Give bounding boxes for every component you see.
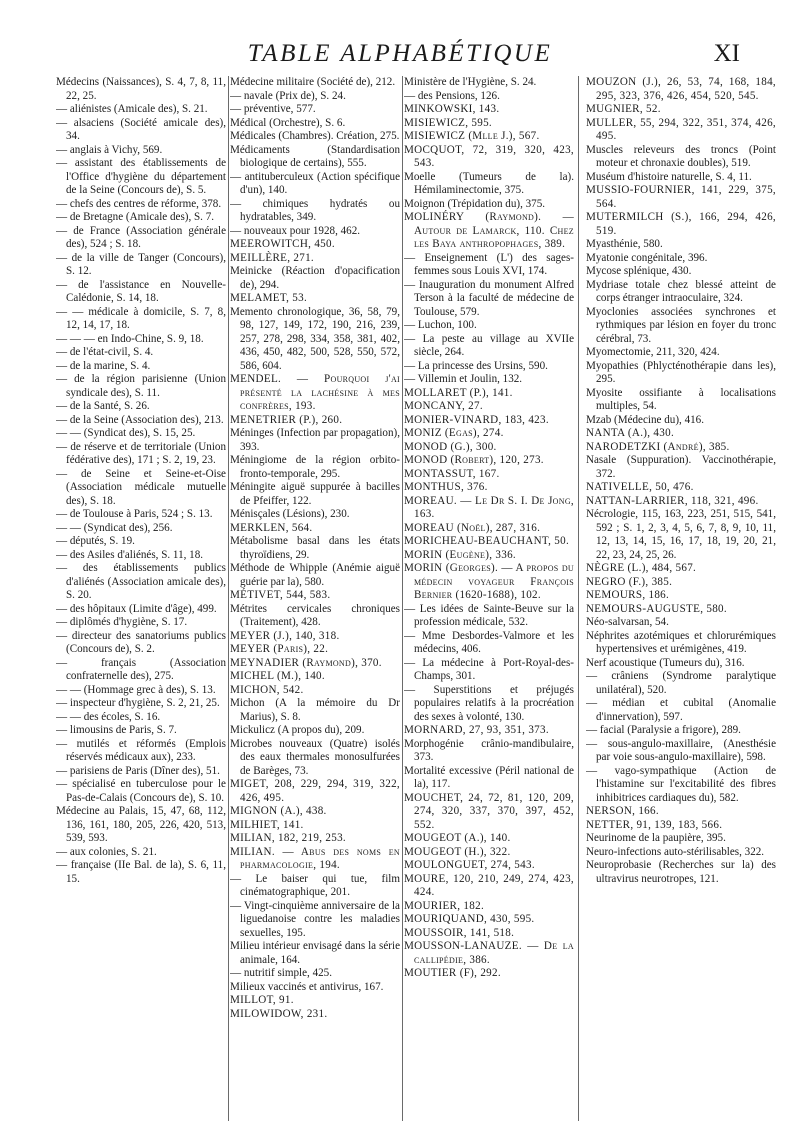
index-entry: Myopathies (Phlycténothérapie dans les), 295.: [586, 359, 776, 385]
index-entry: — Mme Desbordes-Valmore et les médecins, 406.: [404, 629, 574, 655]
index-entry: — de la ville de Tanger (Concours), S. 12.: [56, 251, 226, 277]
index-entry: Milieu intérieur envisagé dans la série animale, 164.: [230, 940, 400, 966]
index-entry: — La peste au village au XVIIe siècle, 264.: [404, 332, 574, 358]
index-entry: — vago-sympathique (Action de l'histamine sur l'excitabilité des fibres inhibitrices cardiaques du), 582.: [586, 764, 776, 804]
index-entry: MILLOT, 91.: [230, 994, 294, 1006]
index-entry: MILIAN. — Abus des noms en pharmacologie, 194.: [230, 845, 400, 871]
index-entry: Neuroprobasie (Recherches sur la) des ultravirus neurotropes, 121.: [586, 859, 776, 885]
index-entry: — inspecteur d'hygiène, S. 2, 21, 25.: [56, 697, 220, 709]
index-entry: — préventive, 577.: [230, 103, 316, 115]
index-entry: — Le baiser qui tue, film cinématographique, 201.: [230, 872, 400, 898]
index-entry: — de l'état-civil, S. 4.: [56, 346, 154, 358]
index-entry: — anglais à Vichy, 569.: [56, 143, 163, 156]
index-entry: MÉTIVET, 544, 583.: [230, 589, 331, 601]
index-entry: MORIN (Eugène), 336.: [404, 548, 516, 561]
index-entry: Myatonie congénitale, 396.: [586, 251, 708, 264]
index-entry: — des hôpitaux (Limite d'âge), 499.: [56, 602, 217, 615]
index-entry: — Villemin et Joulin, 132.: [404, 373, 523, 385]
index-entry: Mortalité excessive (Péril national de la), 117.: [404, 764, 574, 790]
index-entry: Myasthénie, 580.: [586, 238, 663, 250]
index-entry: — française (IIe Bal. de la), S. 6, 11, 15.: [56, 859, 226, 885]
index-entry: — français (Association confraternelle des), 275.: [56, 656, 226, 682]
index-entry: MEILLÈRE, 271.: [230, 251, 315, 264]
index-entry: Neuro-infections auto-stérilisables, 322.: [586, 845, 765, 858]
index-entry: Myomectomie, 211, 320, 424.: [586, 346, 720, 358]
index-entry: — de Seine et Seine-et-Oise (Association médicale mutuelle des), S. 18.: [56, 467, 226, 507]
index-entry: — de Toulouse à Paris, 524 ; S. 13.: [56, 508, 213, 520]
index-entry: — alsaciens (Société amicale des), 34.: [56, 116, 226, 142]
index-entry: — députés, S. 19.: [56, 535, 135, 547]
index-entry: NÈGRE (L.), 484, 567.: [586, 562, 697, 574]
index-entry: MOURIER, 182.: [404, 899, 485, 912]
index-entry: Meinicke (Réaction d'opacification de), 294.: [230, 265, 400, 291]
index-entry: — sous-angulo-maxillaire, (Anesthésie par voie sous-angulo-maxillaire), 598.: [586, 737, 776, 763]
index-entry: Muséum d'histoire naturelle, S. 4, 11.: [586, 170, 752, 183]
index-entry: — médian et cubital (Anomalie d'innervation), 597.: [586, 697, 776, 723]
index-entry: — — — en Indo-Chine, S. 9, 18.: [56, 332, 204, 345]
index-column-3: [404, 76, 574, 1132]
index-entry: — Vingt-cinquième anniversaire de la liguedanoise contre les maladies sexuelles, 195.: [230, 899, 400, 939]
index-entry: MOUSSOIR, 141, 518.: [404, 926, 515, 939]
index-entry: MONIZ (Egas), 274.: [404, 427, 504, 439]
index-entry: — de la marine, S. 4.: [56, 359, 151, 372]
index-entry: MOUCHET, 24, 72, 81, 120, 209, 274, 320, 337, 370, 397, 452, 552.: [404, 791, 574, 831]
index-entry: — parisiens de Paris (Dîner des), 51.: [56, 764, 220, 777]
index-entry: Microbes nouveaux (Quatre) isolés des eaux thermales monosulfurées de Barèges, 73.: [230, 737, 400, 777]
index-entry: NEGRO (F.), 385.: [586, 575, 673, 588]
index-entry: MOLLARET (P.), 141.: [404, 386, 513, 399]
index-entry: MOUGEOT (H.), 322.: [404, 845, 511, 858]
index-entry: Ménisçales (Lésions), 230.: [230, 508, 350, 520]
index-entry: Moelle (Tumeurs de la). Hémilaminectomie, 375.: [404, 170, 574, 196]
index-entry: MORNARD, 27, 93, 351, 373.: [404, 724, 549, 736]
index-entry: MOCQUOT, 72, 319, 320, 423, 543.: [404, 143, 574, 169]
index-entry: — chefs des centres de réforme, 378.: [56, 197, 222, 210]
index-entry: MEEROWITCH, 450.: [230, 238, 335, 250]
index-entry: Mydriase totale chez blessé atteint de corps étranger intraoculaire, 324.: [586, 278, 776, 304]
index-entry: NETTER, 91, 139, 183, 566.: [586, 818, 723, 831]
index-entry: Mzab (Médecine du), 416.: [586, 413, 704, 426]
index-entry: — de réserve et de territoriale (Union fédérative des), 171 ; S. 2, 19, 23.: [56, 440, 226, 466]
index-entry: Neurinome de la paupière, 395.: [586, 832, 726, 844]
index-entry: — — médicale à domicile, S. 7, 8, 12, 14, 17, 18.: [56, 305, 226, 331]
index-entry: — chimiques hydratés ou hydratables, 349.: [230, 197, 400, 223]
page-number: XI: [713, 40, 740, 67]
index-entry: — mutilés et réformés (Emplois réservés médicaux aux), 233.: [56, 737, 226, 763]
column-divider: [402, 76, 403, 1121]
index-entry: — navale (Prix de), S. 24.: [230, 89, 346, 102]
index-entry: — La princesse des Ursins, 590.: [404, 359, 548, 372]
index-entry: — antituberculeux (Action spécifique d'un), 140.: [230, 170, 400, 196]
page-header: [56, 40, 744, 74]
index-entry: MULLER, 55, 294, 322, 351, 374, 426, 495.: [586, 116, 776, 142]
index-entry: MOURE, 120, 210, 249, 274, 423, 424.: [404, 872, 574, 898]
index-entry: MOREAU (Noël), 287, 316.: [404, 521, 541, 534]
index-column-1: [56, 76, 226, 1132]
index-column-4: [586, 76, 776, 1132]
index-entry: MOREAU. — Le Dr S. I. De Jong, 163.: [404, 494, 574, 520]
index-entry: Muscles releveurs des troncs (Point moteur et chronaxie doubles), 519.: [586, 143, 776, 169]
index-entry: Memento chronologique, 36, 58, 79, 98, 127, 149, 172, 190, 216, 239, 257, 278, 298, 334, 358, 381, 402, 436, 450, 482, 500, 528, 550, 572, 586, 604.: [230, 305, 400, 372]
index-entry: Néo-salvarsan, 54.: [586, 616, 669, 628]
index-entry: MIGET, 208, 229, 294, 319, 322, 426, 495.: [230, 778, 400, 804]
index-entry: — Les idées de Sainte-Beuve sur la profession médicale, 532.: [404, 602, 574, 628]
index-entry: Myosite ossifiante à localisations multiples, 54.: [586, 386, 776, 412]
page-title: TABLE ALPHABÉTIQUE: [247, 40, 553, 67]
index-entry: MINKOWSKI, 143.: [404, 103, 500, 115]
index-entry: — des établissements publics d'aliénés (Association amicale des), S. 20.: [56, 562, 226, 601]
index-entry: NEMOURS, 186.: [586, 589, 670, 601]
index-entry: — de l'assistance en Nouvelle-Calédonie, S. 14, 18.: [56, 278, 226, 304]
index-entry: MONIER-VINARD, 183, 423.: [404, 413, 549, 426]
index-entry: NARODETZKI (André), 385.: [586, 440, 730, 453]
index-columns: [56, 76, 792, 1132]
index-entry: — directeur des sanatoriums publics (Concours de), S. 2.: [56, 629, 226, 655]
index-entry: — des Asiles d'aliénés, S. 11, 18.: [56, 548, 204, 561]
index-entry: Morphogénie crânio-mandibulaire, 373.: [404, 737, 574, 763]
index-entry: MEYER (J.), 140, 318.: [230, 629, 340, 642]
index-entry: Nasale (Suppuration). Vaccinothérapie, 372.: [586, 454, 776, 480]
index-entry: MOURIQUAND, 430, 595.: [404, 913, 535, 925]
index-entry: NATIVELLE, 50, 476.: [586, 481, 694, 493]
index-entry: MELAMET, 53.: [230, 292, 308, 304]
index-entry: Méningite aiguë suppurée à bacilles de Pfeiffer, 122.: [230, 481, 400, 507]
index-entry: — de la Santé, S. 26.: [56, 400, 150, 412]
index-entry: MEYNADIER (Raymond), 370.: [230, 656, 382, 669]
index-entry: MORIN (Georges). — A propos du médecin voyageur François Bernier (1620-1688), 102.: [404, 562, 574, 601]
index-entry: Médecine au Palais, 15, 47, 68, 112, 136, 161, 180, 205, 226, 420, 513, 539, 593.: [56, 805, 226, 844]
index-entry: — de la Seine (Association des), 213.: [56, 413, 224, 426]
index-entry: MOUGEOT (A.), 140.: [404, 832, 511, 844]
index-entry: Myoclonies associées synchrones et rythmiques par lésion en foyer du tronc cérébral, 73.: [586, 305, 776, 345]
index-entry: MUSSIO-FOURNIER, 141, 229, 375, 564.: [586, 184, 776, 210]
index-entry: MOUTIER (F), 292.: [404, 967, 501, 979]
index-entry: Médicales (Chambres). Création, 275.: [230, 130, 400, 142]
index-entry: MILIAN, 182, 219, 253.: [230, 832, 346, 844]
index-entry: Médical (Orchestre), S. 6.: [230, 116, 346, 129]
index-entry: Médecine militaire (Société de), 212.: [230, 76, 396, 88]
index-entry: — de la région parisienne (Union syndicale des), S. 11.: [56, 373, 226, 399]
index-column-2: [230, 76, 400, 1132]
index-entry: — diplômés d'hygiène, S. 17.: [56, 616, 188, 628]
index-entry: MIGNON (A.), 438.: [230, 805, 327, 817]
index-entry: — de France (Association générale des), 524 ; S. 18.: [56, 224, 226, 250]
index-entry: MICHON, 542.: [230, 683, 304, 696]
index-entry: Métrites cervicales chroniques (Traitement), 428.: [230, 602, 400, 628]
index-entry: MUGNIER, 52.: [586, 103, 661, 115]
index-entry: Métabolisme basal dans les états thyroïdiens, 29.: [230, 535, 400, 561]
index-entry: — spécialisé en tuberculose pour le Pas-de-Calais (Concours de), S. 10.: [56, 778, 226, 804]
index-entry: MICHEL (M.), 140.: [230, 670, 325, 682]
index-entry: Mycose splénique, 430.: [586, 265, 692, 277]
index-entry: NATTAN-LARRIER, 118, 321, 496.: [586, 494, 759, 507]
index-entry: — nouveaux pour 1928, 462.: [230, 224, 361, 237]
index-entry: — Enseignement (L') des sages-femmes sous Louis XVI, 174.: [404, 251, 574, 277]
index-entry: MONOD (Robert), 120, 273.: [404, 454, 544, 466]
index-entry: MOLINÉRY (Raymond). — Autour de Lamarck, 110. Chez les Baya anthropophages, 389.: [404, 211, 574, 250]
index-entry: — crâniens (Syndrome paralytique unilatéral), 520.: [586, 670, 776, 696]
index-entry: — de Bretagne (Amicale des), S. 7.: [56, 211, 215, 223]
index-entry: Mickulicz (A propos du), 209.: [230, 724, 365, 736]
index-entry: — Inauguration du monument Alfred Terson à la faculté de médecine de Toulouse, 579.: [404, 278, 574, 318]
index-entry: — aux colonies, S. 21.: [56, 845, 157, 858]
index-entry: — La médecine à Port-Royal-des-Champs, 301.: [404, 656, 574, 682]
index-entry: Méthode de Whipple (Anémie aiguë guérie par la), 580.: [230, 562, 400, 588]
index-entry: — — des écoles, S. 16.: [56, 710, 161, 723]
index-entry: MONTHUS, 376.: [404, 481, 488, 493]
index-entry: Michon (A la mémoire du Dr Marius), S. 8.: [230, 697, 400, 723]
index-entry: MEYER (Paris), 22.: [230, 643, 329, 655]
column-divider: [578, 76, 579, 1121]
index-entry: — Luchon, 100.: [404, 319, 477, 331]
index-entry: — aliénistes (Amicale des), S. 21.: [56, 103, 208, 115]
index-entry: MILHIET, 141.: [230, 818, 304, 831]
index-entry: NEMOURS-AUGUSTE, 580.: [586, 602, 727, 615]
index-entry: MUTERMILCH (S.), 166, 294, 426, 519.: [586, 211, 776, 237]
index-entry: MISIEWICZ (Mlle J.), 567.: [404, 130, 540, 142]
index-entry: Nécrologie, 115, 163, 223, 251, 515, 541, 592 ; S. 1, 2, 3, 4, 5, 6, 7, 8, 9, 10, 11, 12, 13, 14, 15, 16, 17, 18, 19, 20, 21, 22, 23, 24, 25, 26.: [586, 508, 776, 561]
index-entry: MONCANY, 27.: [404, 400, 483, 412]
index-entry: — Superstitions et préjugés populaires relatifs à la procréation des sexes à volonté, 130.: [404, 683, 574, 723]
index-entry: Ministère de l'Hygiène, S. 24.: [404, 76, 537, 88]
index-entry: MERKLEN, 564.: [230, 521, 313, 534]
index-entry: Médecins (Naissances), S. 4, 7, 8, 11, 22, 25.: [56, 76, 226, 102]
index-entry: — assistant des établissements de l'Office d'hygiène du département de la Seine (Concours de), S. 5.: [56, 157, 226, 196]
index-entry: Méningiome de la région orbito-fronto-temporale, 295.: [230, 454, 400, 480]
index-entry: NERSON, 166.: [586, 805, 659, 817]
index-entry: — nutritif simple, 425.: [230, 967, 332, 979]
index-entry: Néphrites azotémiques et chlorurémiques hypertensives et urémigènes, 419.: [586, 629, 776, 655]
index-entry: — — (Hommage grec à des), S. 13.: [56, 683, 216, 696]
index-entry: Moignon (Trépidation du), 375.: [404, 197, 546, 210]
index-entry: MILOWIDOW, 231.: [230, 1007, 328, 1020]
index-entry: Méninges (Infection par propagation), 393.: [230, 427, 400, 453]
index-entry: — — (Syndicat des), 256.: [56, 521, 173, 534]
index-entry: MENDEL. — Pourquoi j'ai présenté la lachésine à mes confrères, 193.: [230, 373, 400, 412]
index-entry: Médicaments (Standardisation biologique de certains), 555.: [230, 143, 400, 169]
index-entry: MENETRIER (P.), 260.: [230, 413, 343, 426]
index-entry: MORICHEAU-BEAUCHANT, 50.: [404, 535, 570, 547]
index-entry: — des Pensions, 126.: [404, 89, 500, 102]
index-entry: — facial (Paralysie a frigore), 289.: [586, 724, 741, 736]
index-entry: MOULONGUET, 274, 543.: [404, 859, 535, 871]
index-entry: Milieux vaccinés et antivirus, 167.: [230, 980, 384, 993]
index-entry: MONTASSUT, 167.: [404, 467, 500, 480]
index-entry: MISIEWICZ, 595.: [404, 116, 493, 129]
index-entry: NANTA (A.), 430.: [586, 427, 675, 439]
index-entry: MONOD (G.), 300.: [404, 440, 497, 453]
index-entry: MOUSSON-LANAUZE. — De la callipédie, 386.: [404, 940, 574, 966]
column-divider: [228, 76, 229, 1121]
index-entry: MOUZON (J.), 26, 53, 74, 168, 184, 295, 323, 376, 426, 454, 520, 545.: [586, 76, 776, 102]
index-entry: Nerf acoustique (Tumeurs du), 316.: [586, 656, 745, 669]
index-entry: — limousins de Paris, S. 7.: [56, 724, 177, 736]
index-entry: — — (Syndicat des), S. 15, 25.: [56, 427, 196, 439]
